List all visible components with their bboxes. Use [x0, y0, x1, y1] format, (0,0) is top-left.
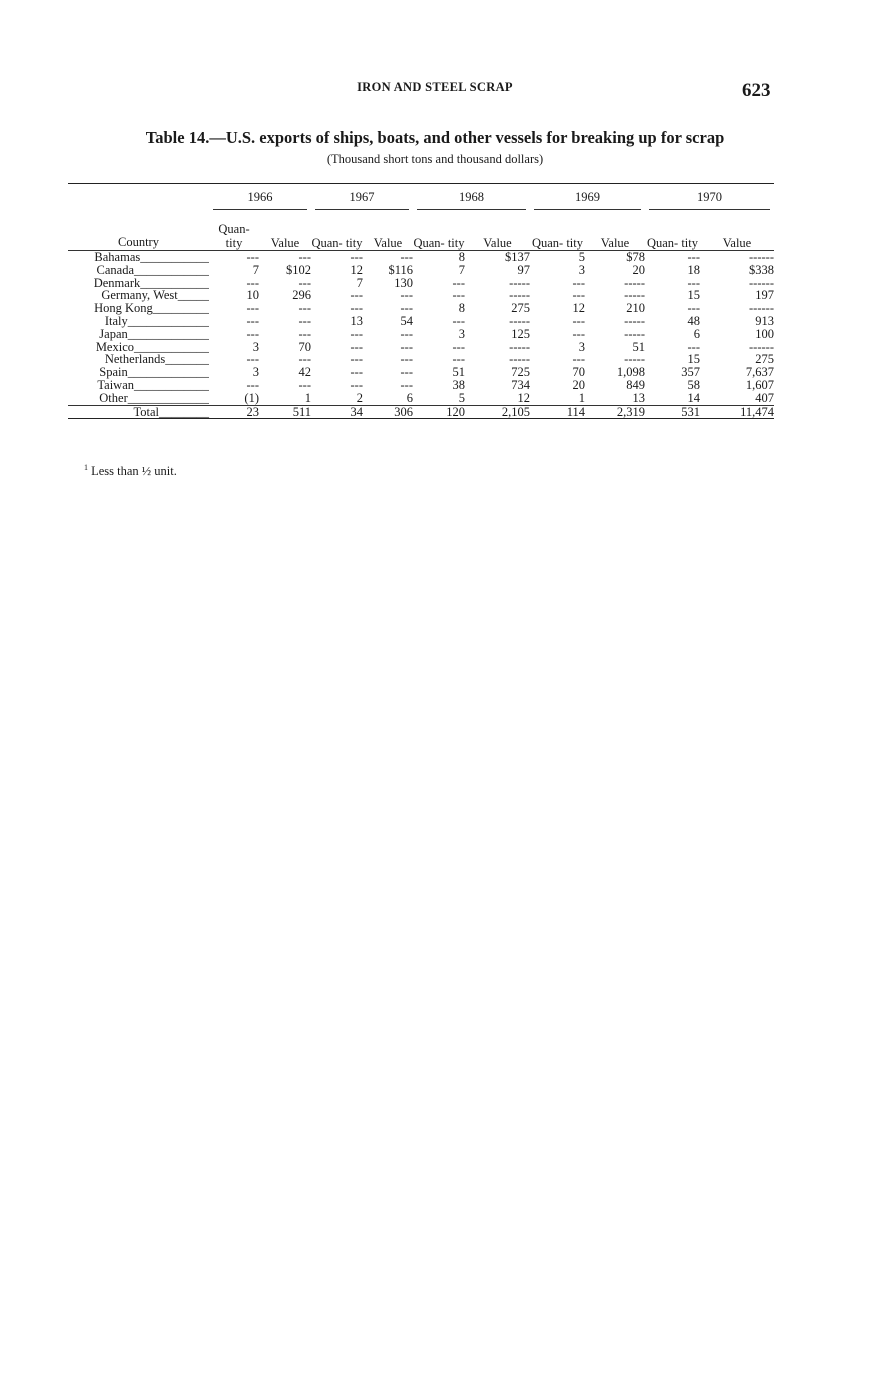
value-cell: 296: [292, 288, 311, 303]
quantity-header: Quan- tity: [413, 210, 465, 251]
table-row: [68, 251, 774, 264]
quantity-cell: 5: [458, 390, 465, 405]
value-cell: 13: [632, 390, 645, 405]
footnote: $^1$ Less than ½ unit.: [84, 463, 177, 479]
value-cell: 1,607: [745, 377, 774, 392]
value-header: Value: [363, 210, 413, 251]
value-cell: ---: [400, 365, 413, 380]
quantity-cell: 3: [578, 262, 585, 277]
value-cell: 2,105: [465, 405, 530, 419]
quantity-cell: ---: [350, 352, 363, 367]
quantity-cell: 8: [458, 301, 465, 316]
country-name: Taiwan____________: [97, 378, 209, 392]
value-cell: $102: [286, 262, 311, 277]
quantity-cell: 18: [687, 262, 700, 277]
year-header: 1967: [311, 184, 413, 211]
country-header: Country: [68, 184, 209, 251]
table-row: [68, 315, 774, 328]
value-cell: ---: [298, 326, 311, 341]
quantity-cell: ---: [350, 288, 363, 303]
quantity-cell: 12: [350, 262, 363, 277]
value-cell: ------: [749, 275, 774, 290]
quantity-cell: 1: [578, 390, 585, 405]
quantity-cell: ---: [350, 365, 363, 380]
value-cell: $116: [388, 262, 413, 277]
page-number: 623: [742, 80, 771, 101]
value-header: Value: [700, 210, 774, 251]
country-name: Japan_____________: [99, 327, 209, 341]
value-cell: 197: [755, 288, 774, 303]
quantity-cell: ---: [687, 275, 700, 290]
quantity-cell: ---: [452, 313, 465, 328]
quantity-cell: 7: [458, 262, 465, 277]
quantity-cell: ---: [572, 352, 585, 367]
quantity-cell: 15: [687, 352, 700, 367]
value-cell: 12: [517, 390, 530, 405]
value-cell: 100: [755, 326, 774, 341]
value-cell: ---: [298, 377, 311, 392]
value-cell: 275: [755, 352, 774, 367]
quantity-cell: 10: [246, 288, 259, 303]
value-cell: 6: [406, 390, 413, 405]
value-cell: $78: [626, 250, 645, 264]
quantity-header: Quan- tity: [311, 210, 363, 251]
quantity-cell: 120: [413, 405, 465, 419]
value-cell: ------: [749, 339, 774, 354]
value-cell: ---: [400, 339, 413, 354]
quantity-cell: 38: [452, 377, 465, 392]
value-cell: 51: [632, 339, 645, 354]
value-cell: 42: [298, 365, 311, 380]
quantity-cell: 7: [356, 275, 363, 290]
exports-table: [68, 183, 774, 419]
value-cell: ------: [749, 301, 774, 316]
country-name: Spain_____________: [99, 366, 209, 379]
value-cell: -----: [624, 275, 645, 290]
quantity-cell: 3: [252, 365, 259, 380]
quantity-cell: 3: [458, 326, 465, 341]
value-cell: -----: [509, 352, 530, 367]
quantity-cell: ---: [452, 288, 465, 303]
year-header: 1968: [413, 184, 530, 211]
value-cell: -----: [624, 352, 645, 367]
value-cell: ---: [298, 301, 311, 316]
value-cell: ---: [298, 275, 311, 290]
table-title: Table 14.—U.S. exports of ships, boats, and other vessels for breaking up for scrap: [145, 128, 725, 147]
country-name: Denmark___________: [93, 276, 209, 290]
value-cell: ---: [298, 313, 311, 328]
total-label: Total________: [68, 405, 209, 419]
quantity-cell: ---: [572, 313, 585, 328]
quantity-cell: 48: [687, 313, 700, 328]
value-cell: -----: [624, 288, 645, 303]
table-row: [68, 366, 774, 379]
quantity-cell: 58: [687, 377, 700, 392]
quantity-cell: 12: [572, 301, 585, 316]
country-name: Bahamas___________: [94, 250, 209, 264]
value-header: Value: [259, 210, 311, 251]
country-name: Mexico____________: [95, 340, 209, 354]
quantity-cell: ---: [246, 313, 259, 328]
value-cell: ------: [749, 250, 774, 264]
quantity-cell: ---: [350, 339, 363, 354]
value-cell: -----: [509, 275, 530, 290]
quantity-cell: ---: [687, 301, 700, 316]
value-cell: ---: [400, 301, 413, 316]
value-cell: 511: [259, 405, 311, 419]
quantity-cell: 5: [578, 250, 585, 264]
quantity-cell: 70: [572, 365, 585, 380]
country-name: Canada____________: [96, 263, 209, 277]
value-cell: -----: [509, 288, 530, 303]
country-name: Other_____________: [99, 391, 209, 405]
value-cell: ---: [298, 352, 311, 367]
value-cell: 913: [755, 313, 774, 328]
value-cell: 275: [511, 301, 530, 316]
country-name: Italy_____________: [104, 314, 209, 328]
value-cell: ---: [298, 250, 311, 264]
quantity-cell: 357: [681, 365, 700, 380]
quantity-cell: 51: [452, 365, 465, 380]
value-cell: -----: [624, 326, 645, 341]
quantity-cell: 6: [693, 326, 700, 341]
value-cell: 849: [626, 377, 645, 392]
value-cell: 97: [517, 262, 530, 277]
year-header: 1966: [209, 184, 311, 211]
value-cell: 210: [626, 301, 645, 316]
value-cell: ---: [400, 326, 413, 341]
country-name: Hong Kong_________: [94, 302, 209, 315]
quantity-cell: ---: [572, 275, 585, 290]
quantity-cell: ---: [350, 301, 363, 316]
value-cell: 11,474: [700, 405, 774, 419]
quantity-cell: ---: [452, 339, 465, 354]
table-row: [68, 277, 774, 290]
value-cell: 20: [632, 262, 645, 277]
running-head: IRON AND STEEL SCRAP: [357, 80, 513, 94]
value-cell: 7,637: [745, 365, 774, 380]
quantity-header: Quan- tity: [209, 210, 259, 251]
table-row: [68, 264, 774, 277]
value-cell: 725: [511, 365, 530, 380]
year-header: 1969: [530, 184, 645, 211]
value-header: Value: [585, 210, 645, 251]
table-row: [68, 379, 774, 392]
quantity-cell: 114: [530, 405, 585, 419]
quantity-cell: (1): [244, 390, 259, 405]
quantity-cell: 23: [209, 405, 259, 419]
value-cell: 70: [298, 339, 311, 354]
table-subtitle: (Thousand short tons and thousand dollars): [326, 152, 544, 166]
value-cell: 734: [511, 377, 530, 392]
total-row: [68, 405, 774, 419]
value-cell: -----: [509, 313, 530, 328]
quantity-cell: 14: [687, 390, 700, 405]
quantity-cell: ---: [350, 326, 363, 341]
quantity-cell: 531: [645, 405, 700, 419]
quantity-cell: ---: [687, 339, 700, 354]
value-cell: 407: [755, 390, 774, 405]
table-row: [68, 328, 774, 341]
quantity-cell: ---: [246, 301, 259, 316]
value-cell: $137: [505, 250, 530, 264]
country-name: Netherlands_______: [104, 353, 209, 367]
quantity-cell: 3: [578, 339, 585, 354]
quantity-cell: ---: [452, 352, 465, 367]
value-cell: ---: [400, 288, 413, 303]
quantity-cell: ---: [452, 275, 465, 290]
table-row: [68, 392, 774, 405]
quantity-cell: ---: [246, 275, 259, 290]
value-cell: $338: [749, 262, 774, 277]
quantity-cell: 7: [252, 262, 259, 277]
value-header: Value: [465, 210, 530, 251]
value-cell: 2,319: [585, 405, 645, 419]
quantity-cell: 3: [252, 339, 259, 354]
value-cell: ---: [400, 352, 413, 367]
value-cell: 1,098: [616, 365, 645, 380]
quantity-cell: 8: [458, 250, 465, 264]
value-cell: -----: [509, 339, 530, 354]
value-cell: 1: [304, 390, 311, 405]
value-cell: ---: [400, 250, 413, 264]
quantity-cell: ---: [246, 352, 259, 367]
quantity-cell: ---: [246, 377, 259, 392]
quantity-cell: ---: [687, 250, 700, 264]
quantity-cell: 20: [572, 377, 585, 392]
quantity-cell: ---: [572, 326, 585, 341]
value-cell: 54: [400, 313, 413, 328]
quantity-header: Quan- tity: [645, 210, 700, 251]
country-name: Germany, West_____: [101, 289, 209, 303]
quantity-cell: ---: [246, 250, 259, 264]
value-cell: ---: [400, 377, 413, 392]
value-cell: 306: [363, 405, 413, 419]
table-row: [68, 302, 774, 315]
value-cell: 125: [511, 326, 530, 341]
quantity-cell: 15: [687, 288, 700, 303]
quantity-cell: 2: [356, 390, 363, 405]
year-header: 1970: [645, 184, 774, 211]
table-row: [68, 353, 774, 366]
table-row: [68, 341, 774, 354]
quantity-cell: ---: [246, 326, 259, 341]
quantity-header: Quan- tity: [530, 210, 585, 251]
value-cell: -----: [624, 313, 645, 328]
quantity-cell: ---: [350, 250, 363, 264]
table-row: [68, 289, 774, 302]
value-cell: 130: [394, 275, 413, 290]
quantity-cell: 34: [311, 405, 363, 419]
quantity-cell: ---: [572, 288, 585, 303]
quantity-cell: ---: [350, 377, 363, 392]
quantity-cell: 13: [350, 313, 363, 328]
